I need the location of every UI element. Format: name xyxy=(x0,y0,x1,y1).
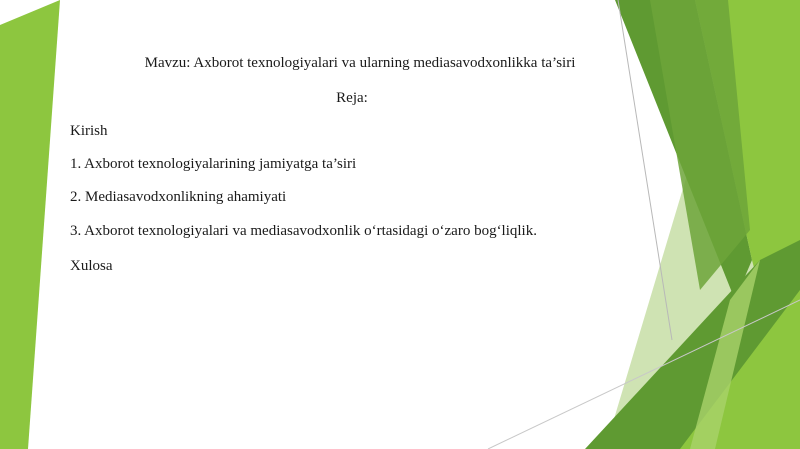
slide-title: Mavzu: Axborot texnologiyalari va ularning mediasavodxonlikka ta’siri xyxy=(144,55,576,71)
outline-item-2: 2. Mediasavodxonlikning ahamiyati xyxy=(70,189,287,205)
left-green-shape xyxy=(0,0,60,449)
outline-item-3: 3. Axborot texnologiyalari va mediasavodxonlik o‘rtasidagi o‘zaro bog‘liqlik. xyxy=(70,223,537,239)
slide-subtitle: Reja: xyxy=(336,90,368,106)
outline-item-1: 1. Axborot texnologiyalarining jamiyatga ta’siri xyxy=(70,156,357,172)
outline-item-intro: Kirish xyxy=(70,123,108,139)
outline-item-conclusion: Xulosa xyxy=(70,258,113,274)
